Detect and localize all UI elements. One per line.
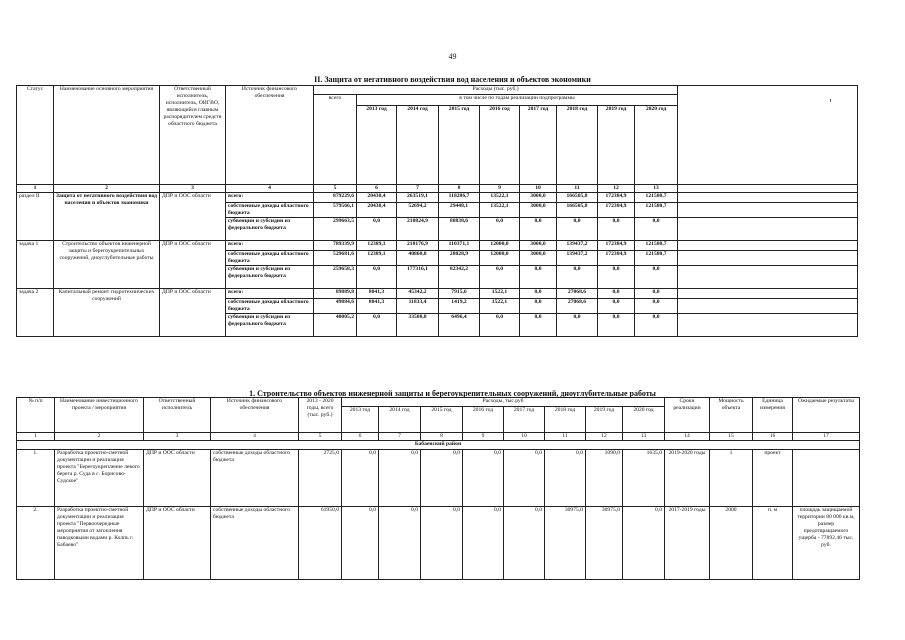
value-cell: 0,0 xyxy=(635,314,678,337)
column-number: 15 xyxy=(710,433,753,441)
column-number: 11 xyxy=(557,185,598,193)
header-unit: Единица измерения xyxy=(753,398,793,433)
header-year: 2013 год xyxy=(357,106,397,185)
value-cell: 89889,8 xyxy=(314,289,357,299)
value-cell: 0,0 xyxy=(635,289,678,299)
value-cell: 0,0 xyxy=(635,218,678,241)
value-cell: 40860,8 xyxy=(397,251,439,266)
column-number: 7 xyxy=(379,433,421,441)
value-cell: 172384,9 xyxy=(598,241,635,251)
column-number-row xyxy=(17,433,860,441)
empty-column xyxy=(678,193,858,203)
value-cell: 879229,6 xyxy=(314,193,357,203)
row-source: субвенции и субсидии из федерального бюджета xyxy=(226,314,314,337)
column-number: 13 xyxy=(623,433,665,441)
project-capacity: 2000 xyxy=(710,507,753,580)
value-cell: 121580,7 xyxy=(635,193,678,203)
value-cell: 13522,1 xyxy=(480,193,520,203)
header-source: Источник финансового обеспечения xyxy=(226,86,314,185)
value-cell: 0,0 xyxy=(379,507,421,580)
value-cell: 0,0 xyxy=(598,266,635,289)
value-cell: 177316,1 xyxy=(397,266,439,289)
header-year: 2015 год xyxy=(421,407,463,433)
empty-column xyxy=(678,218,858,241)
column-number: 17 xyxy=(793,433,860,441)
empty-column xyxy=(678,289,858,299)
row-source: субвенции и субсидии из федерального бюджета xyxy=(226,218,314,241)
column-number: 10 xyxy=(504,433,545,441)
value-cell: 0,0 xyxy=(557,218,598,241)
value-cell: 0,0 xyxy=(504,450,545,507)
empty-column xyxy=(678,203,858,218)
value-cell: 12000,0 xyxy=(480,251,520,266)
header-name: Наименование основного мероприятия xyxy=(54,86,160,185)
row-source: собственные доходы областного бюджета xyxy=(226,299,314,314)
header-total: 2013 - 2020 годы, всего (тыс. руб.) xyxy=(299,398,342,433)
value-cell: 0,0 xyxy=(520,299,557,314)
column-number: 14 xyxy=(665,433,710,441)
column-number-row xyxy=(17,185,858,193)
value-cell: 0,0 xyxy=(520,218,557,241)
row-status: задача 2 xyxy=(17,289,54,337)
row-source: всего: xyxy=(226,193,314,203)
column-number: 12 xyxy=(598,185,635,193)
column-number: 6 xyxy=(342,433,379,441)
project-executor: ДПР и ООС области xyxy=(144,450,211,507)
header-year: 2020 год xyxy=(635,106,678,185)
value-cell: 28028,9 xyxy=(439,251,480,266)
value-cell: 0,0 xyxy=(557,314,598,337)
value-cell: 0,0 xyxy=(357,218,397,241)
value-cell: 30975,0 xyxy=(545,507,586,580)
value-cell: 0,0 xyxy=(520,266,557,289)
value-cell: 33508,8 xyxy=(397,314,439,337)
value-cell: 88838,6 xyxy=(439,218,480,241)
empty-column xyxy=(678,241,858,251)
header-year: 2017 год xyxy=(520,106,557,185)
empty-column xyxy=(678,185,858,193)
value-cell: 82342,2 xyxy=(439,266,480,289)
header-expenses: Расходы, тыс.руб xyxy=(342,398,665,407)
project-unit: п. м xyxy=(753,507,793,580)
value-cell: 1522,1 xyxy=(480,289,520,299)
value-cell: 0,0 xyxy=(480,218,520,241)
row-source: собственные доходы областного бюджета xyxy=(226,203,314,218)
column-number: 1 xyxy=(17,185,54,193)
value-cell: 7915,6 xyxy=(439,289,480,299)
value-cell: 172384,9 xyxy=(598,193,635,203)
value-cell: 579566,1 xyxy=(314,203,357,218)
value-cell: 0,0 xyxy=(635,266,678,289)
header-num: № п/п xyxy=(17,398,55,433)
value-cell: 139437,2 xyxy=(557,251,598,266)
value-cell: 45342,2 xyxy=(397,289,439,299)
value-cell: 6496,4 xyxy=(439,314,480,337)
value-cell: 27068,6 xyxy=(557,299,598,314)
empty-column xyxy=(678,299,858,314)
value-cell: 30975,0 xyxy=(586,507,623,580)
header-year: 2017 год xyxy=(504,407,545,433)
project-capacity: 1 xyxy=(710,450,753,507)
value-cell: 61950,0 xyxy=(299,507,342,580)
value-cell: 1522,1 xyxy=(480,299,520,314)
header-name: Наименование инвестиционного проекта / мероприятия xyxy=(55,398,144,433)
project-result: площадь защищаемой территории 80 000 кв.м, размер предотвращаемого ущерба - 77892,46 тыс. руб. xyxy=(793,507,860,580)
value-cell: 0,0 xyxy=(463,507,504,580)
value-cell: 3000,0 xyxy=(520,241,557,251)
column-number: 3 xyxy=(160,185,226,193)
project-unit: проект xyxy=(753,450,793,507)
value-cell: 172384,9 xyxy=(598,251,635,266)
column-number: 4 xyxy=(226,185,314,193)
project-num: 1. xyxy=(17,450,55,507)
subsection-title: 1. Строительство объектов инженерной защиты и берегоукрепительных сооружений, дноуглубительные работы xyxy=(249,389,656,398)
header-year: 2019 год xyxy=(586,407,623,433)
value-cell: 166505,8 xyxy=(557,193,598,203)
header-results: Ожидаемые результаты xyxy=(793,398,860,433)
value-cell: 0,0 xyxy=(342,450,379,507)
header-year: 2015 год xyxy=(439,106,480,185)
value-cell: 0,0 xyxy=(520,289,557,299)
project-source: собственные доходы областного бюджета xyxy=(211,450,299,507)
header-year: 2018 год xyxy=(557,106,598,185)
value-cell: 0,0 xyxy=(357,266,397,289)
value-cell: 0,0 xyxy=(357,314,397,337)
project-row xyxy=(17,450,860,507)
value-cell: 12389,1 xyxy=(357,251,397,266)
value-cell: 8041,3 xyxy=(357,299,397,314)
column-number: 1 xyxy=(17,433,55,441)
column-number: 5 xyxy=(299,433,342,441)
row-status: задача 1 xyxy=(17,241,54,289)
empty-column xyxy=(678,251,858,266)
column-number: 16 xyxy=(753,433,793,441)
project-term: 2017-2019 годы xyxy=(665,507,710,580)
empty-column xyxy=(678,314,858,337)
header-expenses: Расходы (тыс. руб.) xyxy=(314,86,678,95)
value-cell: 0,0 xyxy=(635,299,678,314)
column-number: 3 xyxy=(144,433,211,441)
value-cell: 12389,1 xyxy=(357,241,397,251)
value-cell: 20430,4 xyxy=(357,193,397,203)
project-result xyxy=(793,450,860,507)
column-number: 7 xyxy=(397,185,439,193)
value-cell: 3000,0 xyxy=(520,203,557,218)
value-cell: 139437,2 xyxy=(557,241,598,251)
value-cell: 0,0 xyxy=(545,450,586,507)
value-cell: 299663,5 xyxy=(314,218,357,241)
header-executor: Ответственный исполнитель xyxy=(144,398,211,433)
project-num: 2. xyxy=(17,507,55,580)
header-executor: Ответственный исполнитель, исполнитель, ОИГВО, являющийся главным распорядителем средств областного бюджета xyxy=(160,86,226,185)
value-cell: 0,0 xyxy=(342,507,379,580)
value-cell: 789339,9 xyxy=(314,241,357,251)
value-cell: 20430,4 xyxy=(357,203,397,218)
value-cell: 121580,7 xyxy=(635,251,678,266)
value-cell: 218176,9 xyxy=(397,241,439,251)
value-cell: 0,0 xyxy=(598,289,635,299)
value-cell: 121580,7 xyxy=(635,203,678,218)
page-number: 49 xyxy=(448,52,457,61)
value-cell: 2725,0 xyxy=(299,450,342,507)
header-term: Сроки реализации xyxy=(665,398,710,433)
value-cell: 52694,2 xyxy=(397,203,439,218)
header-status: Статус xyxy=(17,86,54,185)
value-cell: 1090,0 xyxy=(586,450,623,507)
column-number: 11 xyxy=(545,433,586,441)
value-cell: 0,0 xyxy=(421,450,463,507)
value-cell: 3000,0 xyxy=(520,251,557,266)
value-cell: 0,0 xyxy=(557,266,598,289)
value-cell: 0,0 xyxy=(504,507,545,580)
value-cell: 1419,2 xyxy=(439,299,480,314)
district-name: Бабаевский район xyxy=(17,441,860,450)
value-cell: 49884,6 xyxy=(314,299,357,314)
project-source: собственные доходы областного бюджета xyxy=(211,507,299,580)
value-cell: 0,0 xyxy=(480,266,520,289)
value-cell: 0,0 xyxy=(480,314,520,337)
row-executor: ДПР и ООС области xyxy=(160,193,226,241)
value-cell: 40005,2 xyxy=(314,314,357,337)
header-row xyxy=(17,86,858,95)
project-name: Разработка проектно-сметной документации и реализация проекта "Первоочередные мероприятия от затопления паводковыми водами р. Колпь г. Бабаево" xyxy=(55,507,144,580)
row-source: всего: xyxy=(226,241,314,251)
section-title: II. Защита от негативного воздействия вод населения и объектов экономики xyxy=(314,75,591,84)
row-status: раздел II xyxy=(17,193,54,241)
data-row xyxy=(17,193,858,203)
value-cell: 0,0 xyxy=(463,450,504,507)
column-number: 5 xyxy=(314,185,357,193)
column-number: 4 xyxy=(211,433,299,441)
header-year: 2014 год xyxy=(379,407,421,433)
header-year: 2014 год xyxy=(397,106,439,185)
column-number: 8 xyxy=(439,185,480,193)
row-source: субвенции и субсидии из федерального бюджета xyxy=(226,266,314,289)
header-year: 2020 год xyxy=(623,407,665,433)
value-cell: 27068,6 xyxy=(557,289,598,299)
value-cell: 0,0 xyxy=(421,507,463,580)
row-source: всего: xyxy=(226,289,314,299)
data-row xyxy=(17,241,858,251)
value-cell: 172384,9 xyxy=(598,203,635,218)
value-cell: 166505,8 xyxy=(557,203,598,218)
project-name: Разработка проектно-сметной документации и реализация проекта "Берегоукрепление левого берега р. Суда в с. Борисово-Судское" xyxy=(55,450,144,507)
value-cell: 0,0 xyxy=(379,450,421,507)
value-cell: 3000,0 xyxy=(520,193,557,203)
program-expenses-table xyxy=(16,85,858,337)
data-row xyxy=(17,289,858,299)
column-number: 2 xyxy=(55,433,144,441)
project-term: 2019-2020 годы xyxy=(665,450,710,507)
value-cell: 529681,6 xyxy=(314,251,357,266)
value-cell: 0,0 xyxy=(598,314,635,337)
value-cell: 118286,7 xyxy=(439,193,480,203)
value-cell: 8041,3 xyxy=(357,289,397,299)
project-executor: ДПР и ООС области xyxy=(144,507,211,580)
row-executor: ДПР и ООС области xyxy=(160,241,226,289)
investment-projects-table xyxy=(16,397,860,580)
row-source: собственные доходы областного бюджета xyxy=(226,251,314,266)
value-cell: 0,0 xyxy=(623,507,665,580)
value-cell: 0,0 xyxy=(598,218,635,241)
header-year: 2016 год xyxy=(463,407,504,433)
value-cell: 13522,1 xyxy=(480,203,520,218)
column-number: 6 xyxy=(357,185,397,193)
value-cell: 259658,3 xyxy=(314,266,357,289)
value-cell: 11833,4 xyxy=(397,299,439,314)
header-year: 2018 год xyxy=(545,407,586,433)
value-cell: 0,0 xyxy=(520,314,557,337)
value-cell: 121580,7 xyxy=(635,241,678,251)
value-cell: 263519,1 xyxy=(397,193,439,203)
header-total: всего xyxy=(314,95,357,185)
value-cell: 29448,1 xyxy=(439,203,480,218)
district-row xyxy=(17,441,860,450)
column-number: 8 xyxy=(421,433,463,441)
column-number: 9 xyxy=(480,185,520,193)
project-row xyxy=(17,507,860,580)
value-cell: 110371,1 xyxy=(439,241,480,251)
column-number: 2 xyxy=(54,185,160,193)
header-capacity: Мощность объекта xyxy=(710,398,753,433)
value-cell: 0,0 xyxy=(598,299,635,314)
row-name: Капитальный ремонт гидротехнических сооружений xyxy=(54,289,160,337)
column-number: 13 xyxy=(635,185,678,193)
row-name: Защита от негативного воздействия вод населения и объектов экономики xyxy=(54,193,160,241)
column-number: 12 xyxy=(586,433,623,441)
empty-column xyxy=(678,266,858,289)
header-row xyxy=(17,398,860,407)
header-year: 2019 год xyxy=(598,106,635,185)
value-cell: 12000,0 xyxy=(480,241,520,251)
value-cell: 210824,9 xyxy=(397,218,439,241)
column-number: 10 xyxy=(520,185,557,193)
row-executor: ДПР и ООС области xyxy=(160,289,226,337)
header-by-years: в том числе по годам реализации подпрограммы xyxy=(357,95,678,106)
empty-column xyxy=(678,86,858,185)
header-year: 2013 год xyxy=(342,407,379,433)
header-source: Источник финансового обеспечения xyxy=(211,398,299,433)
value-cell: 1635,0 xyxy=(623,450,665,507)
header-year: 2016 год xyxy=(480,106,520,185)
row-name: Строительство объектов инженерной защиты и берегоукрепительных сооружений, дноуглубительные работы xyxy=(54,241,160,289)
column-number: 9 xyxy=(463,433,504,441)
